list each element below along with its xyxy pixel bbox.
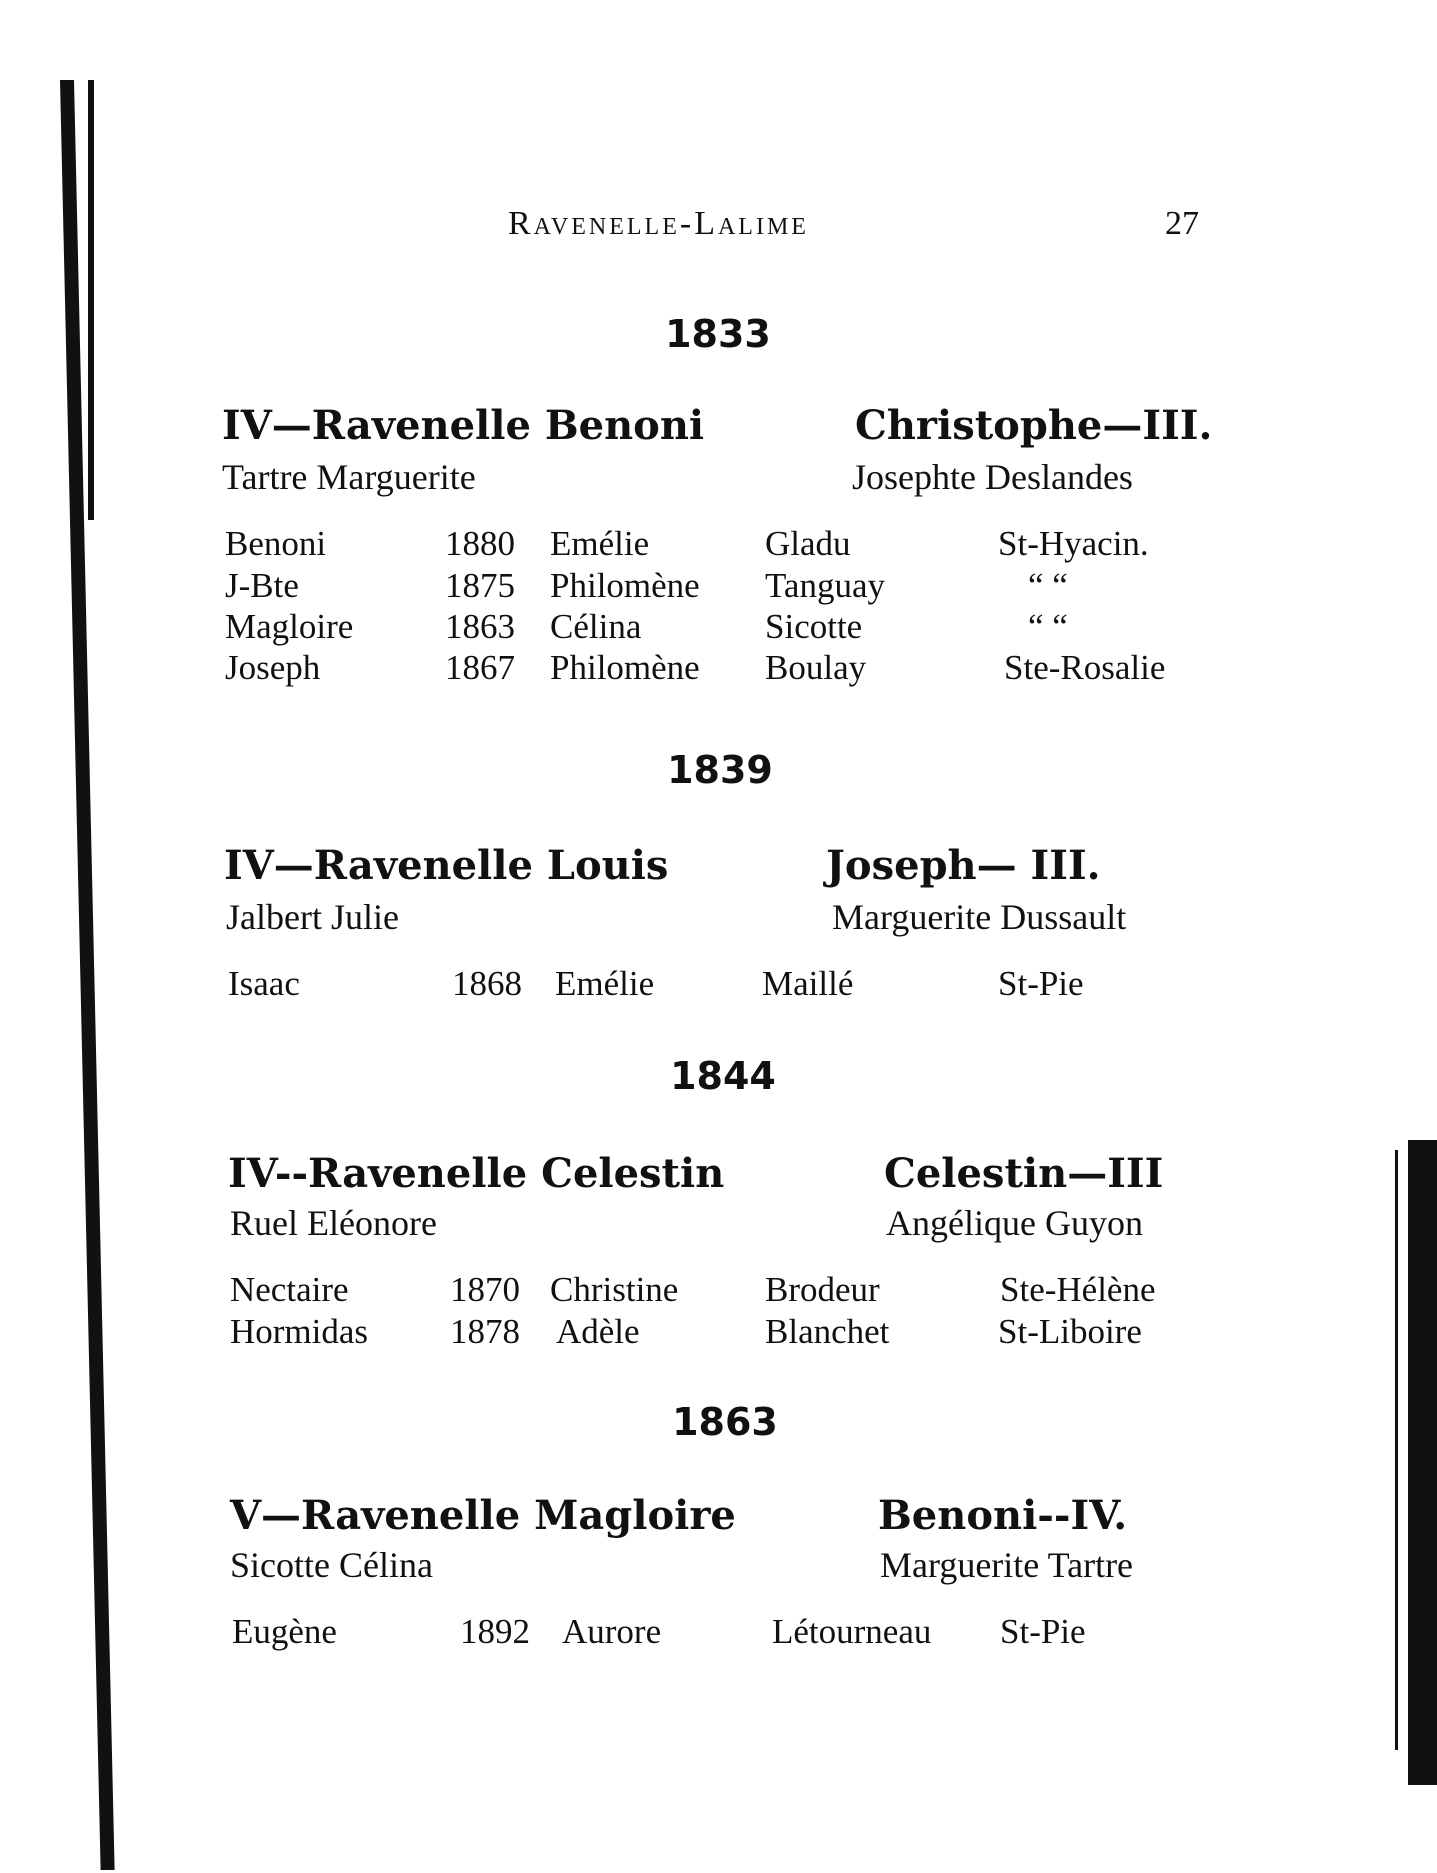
husband-father: Benoni--IV. bbox=[878, 1492, 1128, 1539]
page-edge-right-thin bbox=[1395, 1150, 1398, 1750]
child-place: St-Hyacin. bbox=[998, 524, 1149, 563]
wife-name: Tartre Marguerite bbox=[222, 457, 476, 497]
child-marriage-year: 1878 bbox=[450, 1312, 520, 1351]
child-marriage-year: 1868 bbox=[452, 964, 522, 1003]
wife-name: Ruel Eléonore bbox=[230, 1203, 437, 1243]
child-name: Eugène bbox=[232, 1612, 337, 1651]
child-spouse-first: Célina bbox=[550, 607, 642, 646]
child-spouse-first: Adèle bbox=[556, 1312, 640, 1351]
husband-father: Joseph— III. bbox=[826, 842, 1101, 889]
child-name: Isaac bbox=[228, 964, 300, 1003]
husband-father: Christophe—III. bbox=[855, 402, 1213, 449]
child-spouse-last: Tanguay bbox=[765, 566, 886, 605]
child-name: Joseph bbox=[225, 648, 321, 687]
wife-parent: Josephte Deslandes bbox=[852, 457, 1133, 497]
child-spouse-last: Sicotte bbox=[765, 607, 863, 646]
child-place: “ “ bbox=[1028, 566, 1068, 605]
child-row bbox=[0, 1612, 1437, 1652]
wife-parent: Marguerite Tartre bbox=[880, 1545, 1134, 1585]
child-row bbox=[0, 566, 1437, 606]
page-edge-right bbox=[1408, 1140, 1437, 1785]
child-spouse-last: Boulay bbox=[765, 648, 867, 687]
page-header bbox=[0, 205, 1437, 255]
child-row bbox=[0, 648, 1437, 688]
child-place: St-Liboire bbox=[998, 1312, 1142, 1351]
child-spouse-last: Blanchet bbox=[765, 1312, 890, 1351]
wife-name: Sicotte Célina bbox=[230, 1545, 433, 1585]
page-edge-left-inner bbox=[88, 80, 94, 520]
child-name: Benoni bbox=[225, 524, 327, 563]
marriage-year: 1833 bbox=[665, 312, 771, 356]
marriage-year: 1844 bbox=[670, 1054, 776, 1098]
child-spouse-last: Maillé bbox=[762, 964, 854, 1003]
child-row bbox=[0, 524, 1437, 564]
child-marriage-year: 1880 bbox=[445, 524, 515, 563]
child-marriage-year: 1867 bbox=[445, 648, 515, 687]
child-name: Hormidas bbox=[230, 1312, 369, 1351]
child-spouse-first: Christine bbox=[550, 1270, 679, 1309]
child-marriage-year: 1863 bbox=[445, 607, 515, 646]
child-name: J-Bte bbox=[225, 566, 299, 605]
child-name: Nectaire bbox=[230, 1270, 349, 1309]
husband-name: V—Ravenelle Magloire bbox=[230, 1492, 736, 1539]
child-marriage-year: 1892 bbox=[460, 1612, 530, 1651]
wife-parent: Angélique Guyon bbox=[886, 1203, 1143, 1243]
marriage-year: 1863 bbox=[672, 1400, 778, 1444]
child-spouse-first: Emélie bbox=[555, 964, 655, 1003]
husband-name: IV—Ravenelle Louis bbox=[224, 842, 669, 889]
child-spouse-last: Brodeur bbox=[765, 1270, 880, 1309]
child-spouse-last: Létourneau bbox=[772, 1612, 932, 1651]
child-spouse-first: Aurore bbox=[562, 1612, 662, 1651]
husband-name: IV--Ravenelle Celestin bbox=[228, 1150, 725, 1197]
child-name: Magloire bbox=[225, 607, 354, 646]
child-place: St-Pie bbox=[998, 964, 1084, 1003]
child-spouse-first: Philomène bbox=[550, 648, 700, 687]
child-spouse-first: Philomène bbox=[550, 566, 700, 605]
child-spouse-first: Emélie bbox=[550, 524, 650, 563]
child-place: Ste-Rosalie bbox=[1004, 648, 1166, 687]
child-marriage-year: 1870 bbox=[450, 1270, 520, 1309]
husband-father: Celestin—III bbox=[884, 1150, 1164, 1197]
child-row bbox=[0, 1312, 1437, 1352]
wife-name: Jalbert Julie bbox=[226, 897, 399, 937]
child-place: St-Pie bbox=[1000, 1612, 1086, 1651]
wife-parent: Marguerite Dussault bbox=[832, 897, 1127, 937]
running-title: Ravenelle-Lalime bbox=[508, 205, 809, 242]
page-number: 27 bbox=[1165, 205, 1199, 242]
marriage-year: 1839 bbox=[667, 748, 773, 792]
husband-name: IV—Ravenelle Benoni bbox=[222, 402, 705, 449]
child-marriage-year: 1875 bbox=[445, 566, 515, 605]
child-row bbox=[0, 964, 1437, 1004]
child-row bbox=[0, 1270, 1437, 1310]
child-row bbox=[0, 607, 1437, 647]
child-place: “ “ bbox=[1028, 607, 1068, 646]
child-place: Ste-Hélène bbox=[1000, 1270, 1156, 1309]
child-spouse-last: Gladu bbox=[765, 524, 851, 563]
